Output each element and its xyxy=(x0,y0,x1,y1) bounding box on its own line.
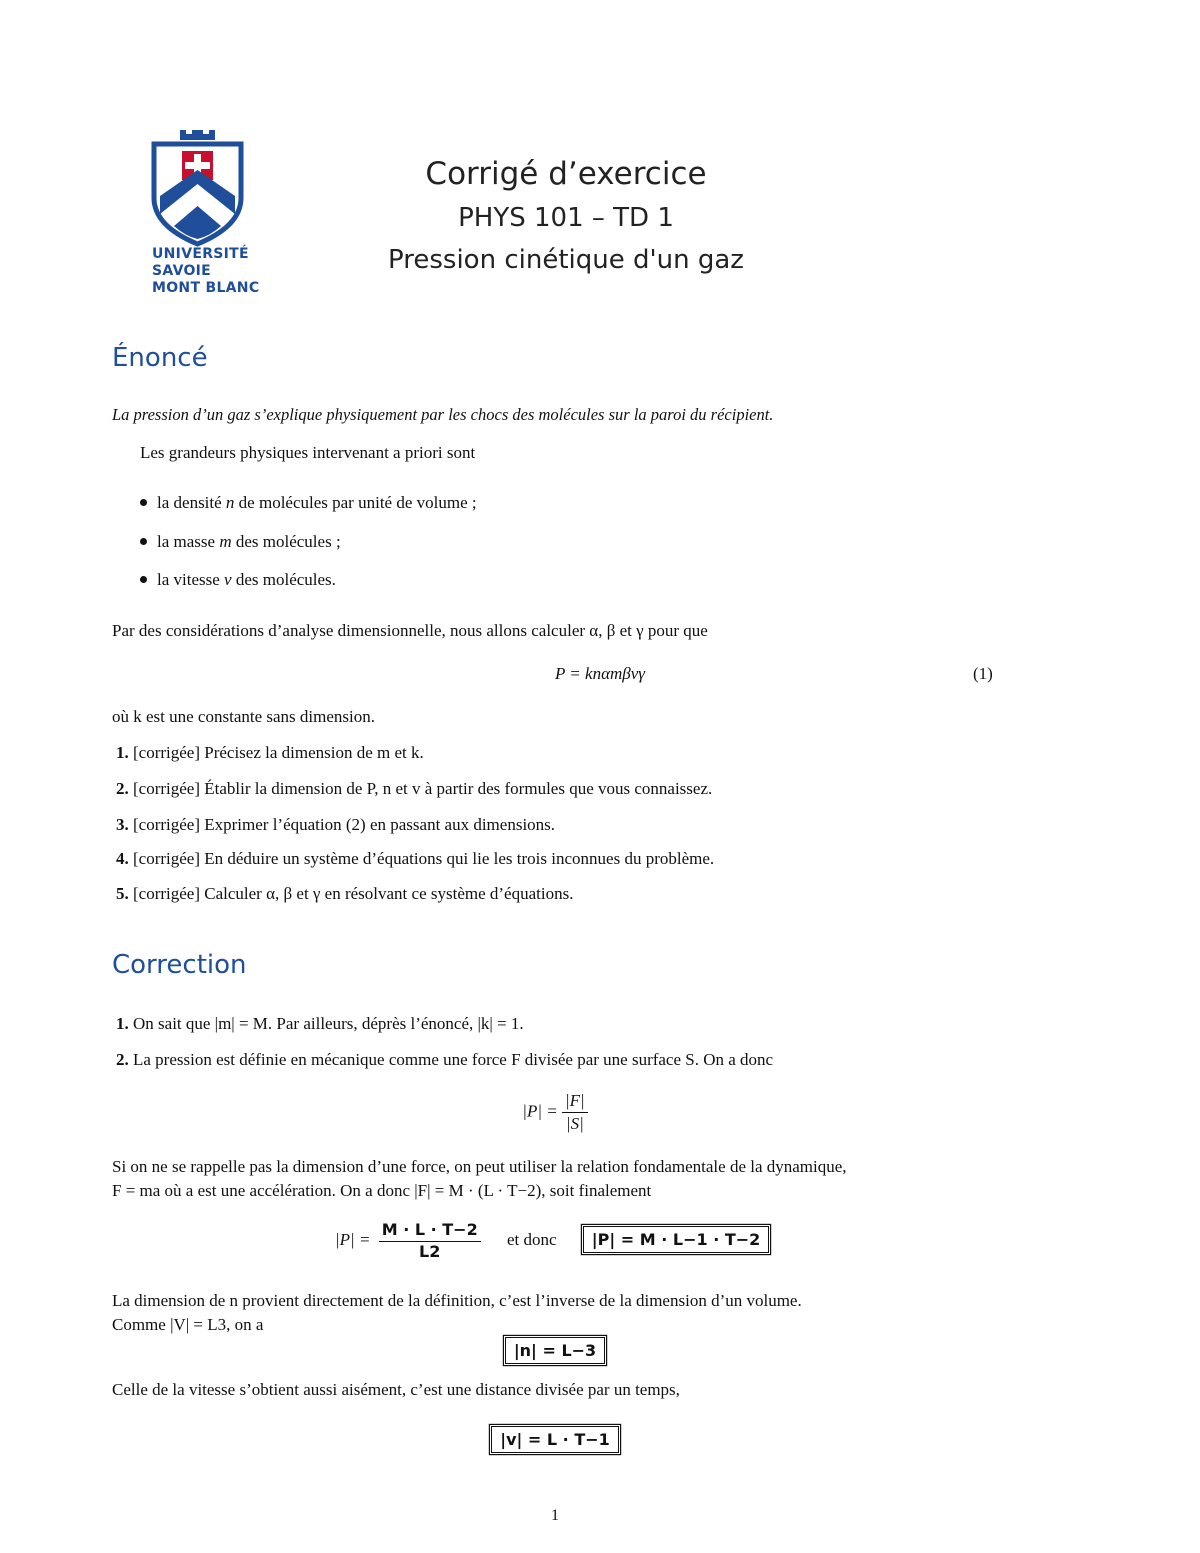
course-code: PHYS 101 – TD 1 xyxy=(458,203,674,233)
variable: v xyxy=(224,570,232,589)
question-text[interactable]: [corrigée] Précisez la dimension de m et k. xyxy=(133,743,424,762)
list-item xyxy=(140,493,477,513)
bullet-text: des molécules ; xyxy=(231,532,341,551)
bullet-text: la densité xyxy=(157,493,226,512)
bullet-icon xyxy=(140,499,147,506)
question-text[interactable]: [corrigée] Établir la dimension de P, n et v à partir des formules que vous connaissez. xyxy=(133,779,713,798)
list-item xyxy=(140,532,341,552)
velocity-text: Celle de la vitesse s’obtient aussi aisément, c’est une distance divisée par un temps, xyxy=(112,1380,680,1399)
variable: m xyxy=(219,532,232,551)
boxed-result-density: |n| = L−3 xyxy=(505,1337,605,1364)
bullet-icon xyxy=(140,538,147,545)
page-title: Corrigé d’exercice xyxy=(425,156,707,192)
question-item xyxy=(116,815,555,835)
question-text[interactable]: [corrigée] Calculer α, β et γ en résolvant ce système d’équations. xyxy=(133,884,574,903)
equation-number: (1) xyxy=(973,664,993,683)
correction-number: 1. xyxy=(116,1014,129,1033)
equation-1: P = knαmβvγ xyxy=(554,664,645,683)
boxed-result-density-wrapper xyxy=(0,1337,1110,1364)
variable: n xyxy=(225,493,235,512)
question-text[interactable]: [corrigée] En déduire un système d’équations qui lie les trois inconnues du problème. xyxy=(133,849,715,868)
logo-text-line1: UNIVERSITÉ xyxy=(152,246,249,262)
intro-text: La pression d’un gaz s’explique physiquement par les chocs des molécules sur la paroi du récipient. xyxy=(112,405,774,424)
bullet-icon xyxy=(140,576,147,583)
text-line: Comme |V| = L3, on a xyxy=(112,1315,264,1334)
text-line: Si on ne se rappelle pas la dimension d’une force, on peut utiliser la relation fondamentale de la dynamique, xyxy=(112,1157,847,1176)
question-text[interactable]: [corrigée] Exprimer l’équation (2) en passant aux dimensions. xyxy=(133,815,556,834)
list-item xyxy=(140,570,336,590)
equation-pressure-definition xyxy=(0,1090,1110,1135)
question-number: 1. xyxy=(116,743,129,762)
page-subtitle: Pression cinétique d'un gaz xyxy=(388,245,744,275)
logo-text-line3: MONT BLANC xyxy=(152,280,260,296)
question-number: 5. xyxy=(116,884,129,903)
section-heading-enonce: Énoncé xyxy=(112,343,208,373)
boxed-result-velocity: |v| = L · T−1 xyxy=(491,1426,619,1453)
page-number: 1 xyxy=(551,1507,559,1524)
correction-item-1 xyxy=(116,1014,524,1034)
question-item xyxy=(116,884,573,904)
correction-text: La pression est définie en mécanique comme une force F divisée par une surface S. On a donc xyxy=(133,1050,774,1069)
constant-text: où k est une constante sans dimension. xyxy=(112,707,375,726)
question-number: 4. xyxy=(116,849,129,868)
correction-item-2 xyxy=(116,1050,773,1070)
connector-text: et donc xyxy=(506,1230,557,1250)
correction-number: 2. xyxy=(116,1050,129,1069)
bullet-text: de molécules par unité de volume ; xyxy=(234,493,477,512)
question-item xyxy=(116,849,714,869)
question-number: 3. xyxy=(116,815,129,834)
fraction xyxy=(379,1220,481,1263)
text-line: La dimension de n provient directement de la définition, c’est l’inverse de la dimension d’un volume. xyxy=(112,1291,802,1310)
force-reminder-text xyxy=(112,1155,1002,1203)
equation-lhs: |P| = xyxy=(522,1101,558,1121)
boxed-result-pressure: |P| = M · L−1 · T−2 xyxy=(583,1226,770,1253)
question-item xyxy=(116,743,424,763)
fraction-denominator: |S| xyxy=(565,1114,584,1134)
correction-text: On sait que |m| = M. Par ailleurs, déprès l’énoncé, |k| = 1. xyxy=(133,1014,524,1033)
analysis-text: Par des considérations d’analyse dimensionnelle, nous allons calculer α, β et γ pour que xyxy=(112,621,708,640)
bullet-text: des molécules. xyxy=(231,570,336,589)
density-dimension-text xyxy=(112,1289,1002,1337)
question-item xyxy=(116,779,712,799)
question-number: 2. xyxy=(116,779,129,798)
bullet-text: la masse xyxy=(157,532,220,551)
bullet-text: la vitesse xyxy=(157,570,225,589)
fraction-numerator: |F| xyxy=(562,1090,588,1113)
boxed-result-velocity-wrapper xyxy=(0,1426,1110,1453)
fraction-denominator: L2 xyxy=(419,1241,441,1261)
fraction xyxy=(562,1090,588,1135)
equation-pressure-dimension xyxy=(335,1220,769,1263)
grandeurs-text: Les grandeurs physiques intervenant a priori sont xyxy=(140,443,476,462)
fraction-numerator: M · L · T−2 xyxy=(379,1220,481,1242)
logo-text-line2: SAVOIE xyxy=(152,263,212,279)
text-line: F = ma où a est une accélération. On a donc |F| = M · (L · T−2), soit finalement xyxy=(112,1181,652,1200)
section-heading-correction: Correction xyxy=(112,950,247,980)
equation-lhs: |P| = xyxy=(335,1230,371,1250)
